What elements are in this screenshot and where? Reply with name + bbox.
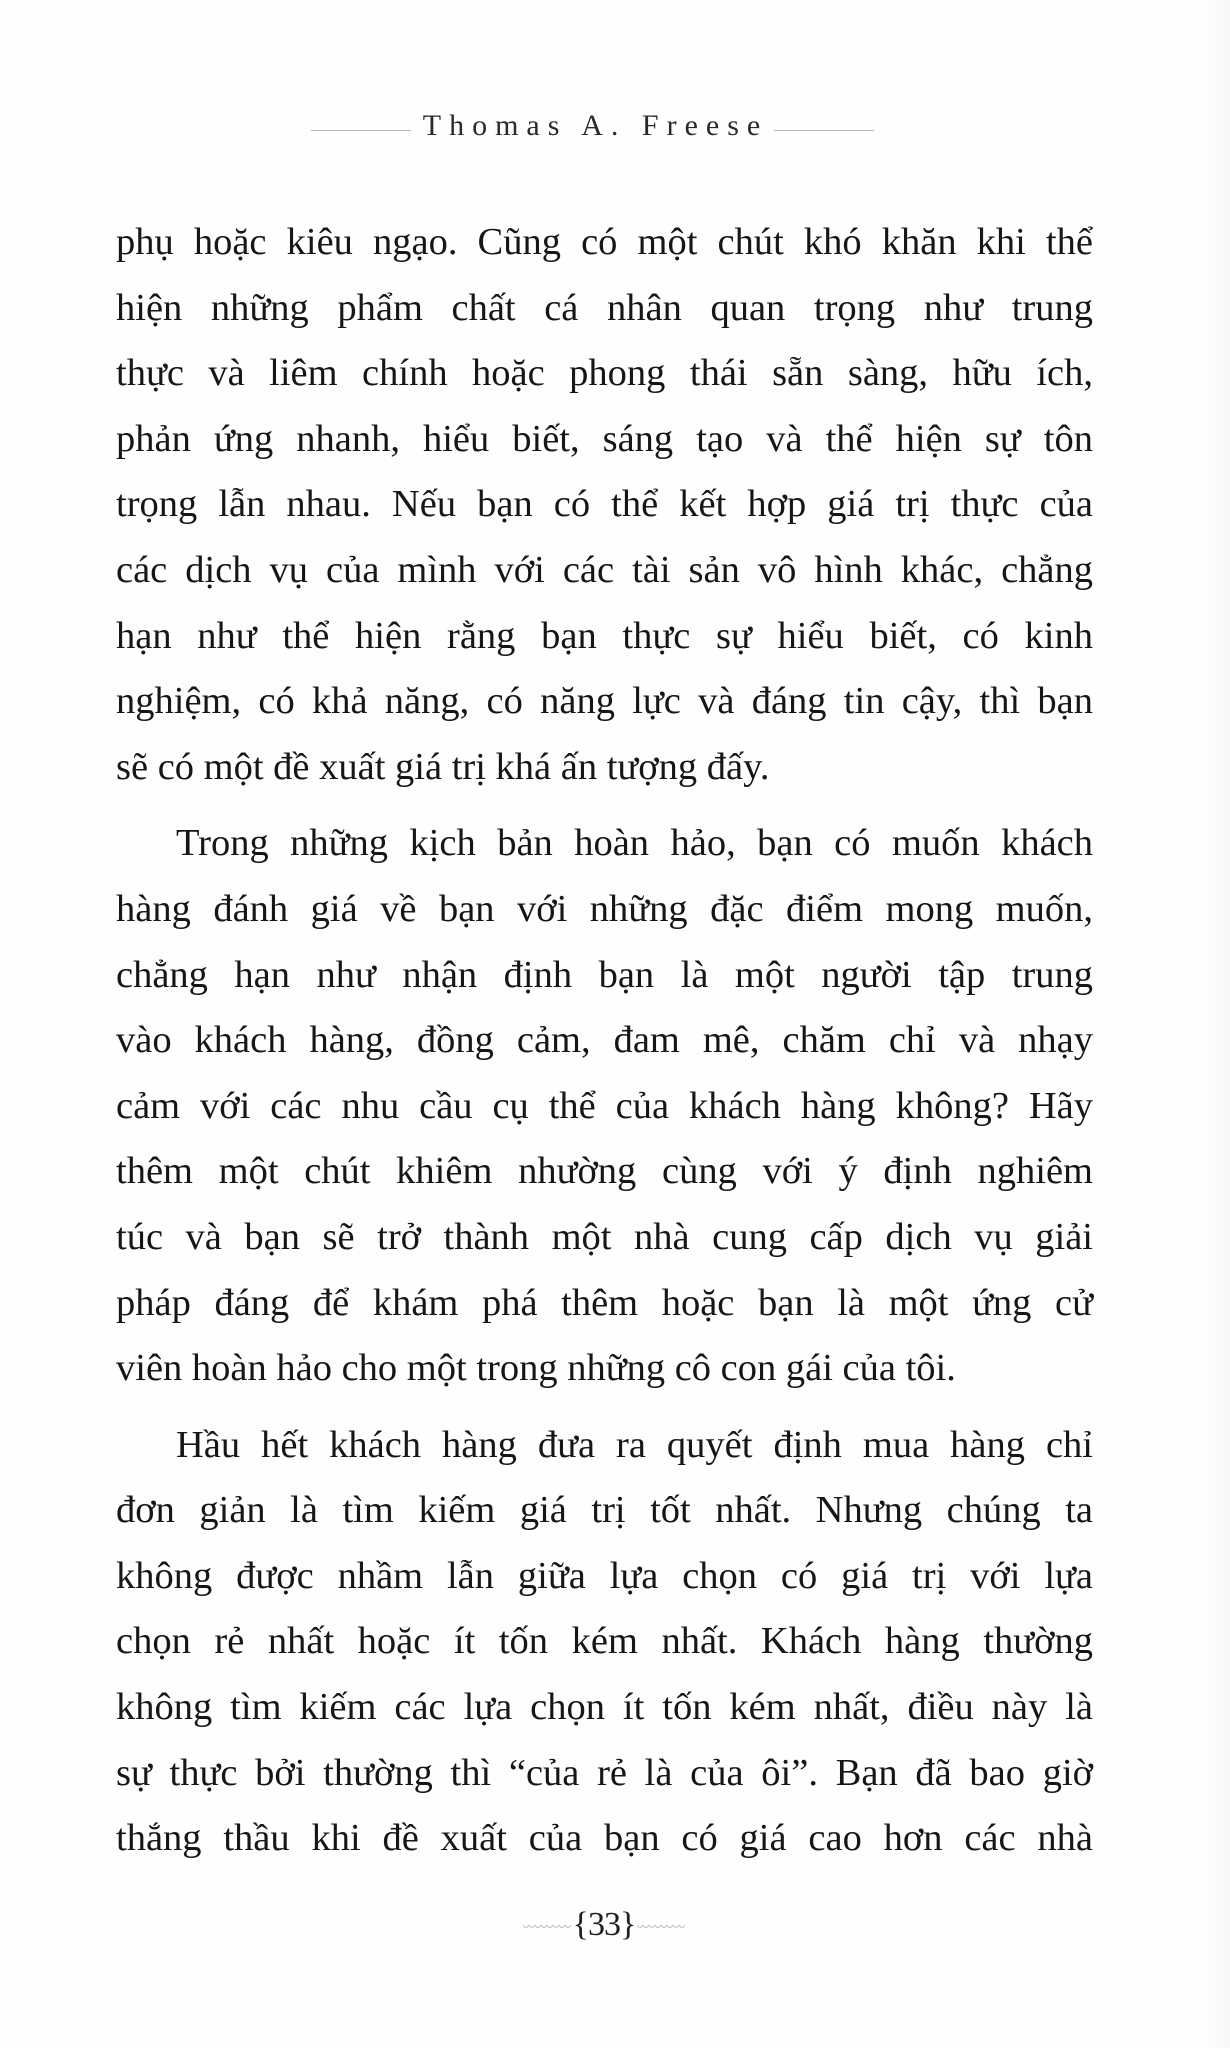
text-line: vào khách hàng, đồng cảm, đam mê, chăm chỉ và nhạy	[116, 1019, 1093, 1062]
header-rule-right	[774, 130, 874, 131]
text-line: hiện những phẩm chất cá nhân quan trọng như trung	[116, 286, 1093, 329]
text-line-first: Hầu hết khách hàng đưa ra quyết định mua hàng chỉ	[176, 1423, 1093, 1466]
text-line: không được nhầm lẫn giữa lựa chọn có giá trị với lựa	[116, 1554, 1093, 1597]
page-edge-shadow	[1200, 0, 1230, 2048]
text-line: chọn rẻ nhất hoặc ít tốn kém nhất. Khách hàng thường	[116, 1620, 1093, 1663]
text-line: chẳng hạn như nhận định bạn là một người tập trung	[116, 953, 1093, 996]
text-line-last: viên hoàn hảo cho một trong những cô con gái của tôi.	[116, 1347, 956, 1390]
text-line: phụ hoặc kiêu ngạo. Cũng có một chút khó khăn khi thể	[116, 221, 1093, 263]
text-line: hạn như thể hiện rằng bạn thực sự hiểu biết, có kinh	[116, 614, 1093, 657]
text-line-last: sẽ có một đề xuất giá trị khá ấn tượng đấy.	[116, 745, 770, 788]
footer-wavy-rule-right	[637, 1925, 685, 1929]
paragraph-3	[116, 1413, 1093, 1872]
header-rule-left	[311, 130, 411, 131]
text-line: đơn giản là tìm kiếm giá trị tốt nhất. Nhưng chúng ta	[116, 1489, 1093, 1532]
text-line: thực và liêm chính hoặc phong thái sẵn sàng, hữu ích,	[116, 352, 1093, 395]
page-number: {33}	[572, 1906, 636, 1943]
text-line-first: Trong những kịch bản hoàn hảo, bạn có muốn khách	[176, 822, 1093, 865]
paragraph-1	[116, 210, 1093, 800]
text-line: cảm với các nhu cầu cụ thể của khách hàng không? Hãy	[116, 1084, 1093, 1127]
text-line: túc và bạn sẽ trở thành một nhà cung cấp dịch vụ giải	[116, 1215, 1093, 1258]
page-footer	[0, 1903, 1208, 1947]
footer-wavy-rule-left	[523, 1925, 571, 1929]
text-line: không tìm kiếm các lựa chọn ít tốn kém nhất, điều này là	[116, 1686, 1093, 1729]
text-line: sự thực bởi thường thì “của rẻ là của ôi”. Bạn đã bao giờ	[116, 1751, 1093, 1794]
text-line: thêm một chút khiêm nhường cùng với ý định nghiêm	[116, 1150, 1093, 1193]
text-line: nghiệm, có khả năng, có năng lực và đáng tin cậy, thì bạn	[116, 680, 1093, 723]
text-line: hàng đánh giá về bạn với những đặc điểm mong muốn,	[116, 887, 1093, 930]
body-text	[116, 210, 1093, 1883]
text-line: trọng lẫn nhau. Nếu bạn có thể kết hợp giá trị thực của	[116, 483, 1093, 526]
text-line: phản ứng nhanh, hiểu biết, sáng tạo và thể hiện sự tôn	[116, 417, 1093, 460]
running-header	[0, 106, 1185, 146]
text-line: thắng thầu khi đề xuất của bạn có giá cao hơn các nhà	[116, 1817, 1093, 1860]
text-line: các dịch vụ của mình với các tài sản vô hình khác, chẳng	[116, 548, 1093, 591]
running-title: Thomas A. Freese	[422, 109, 769, 142]
paragraph-2	[116, 811, 1093, 1401]
text-line: pháp đáng để khám phá thêm hoặc bạn là một ứng cử	[116, 1281, 1093, 1324]
